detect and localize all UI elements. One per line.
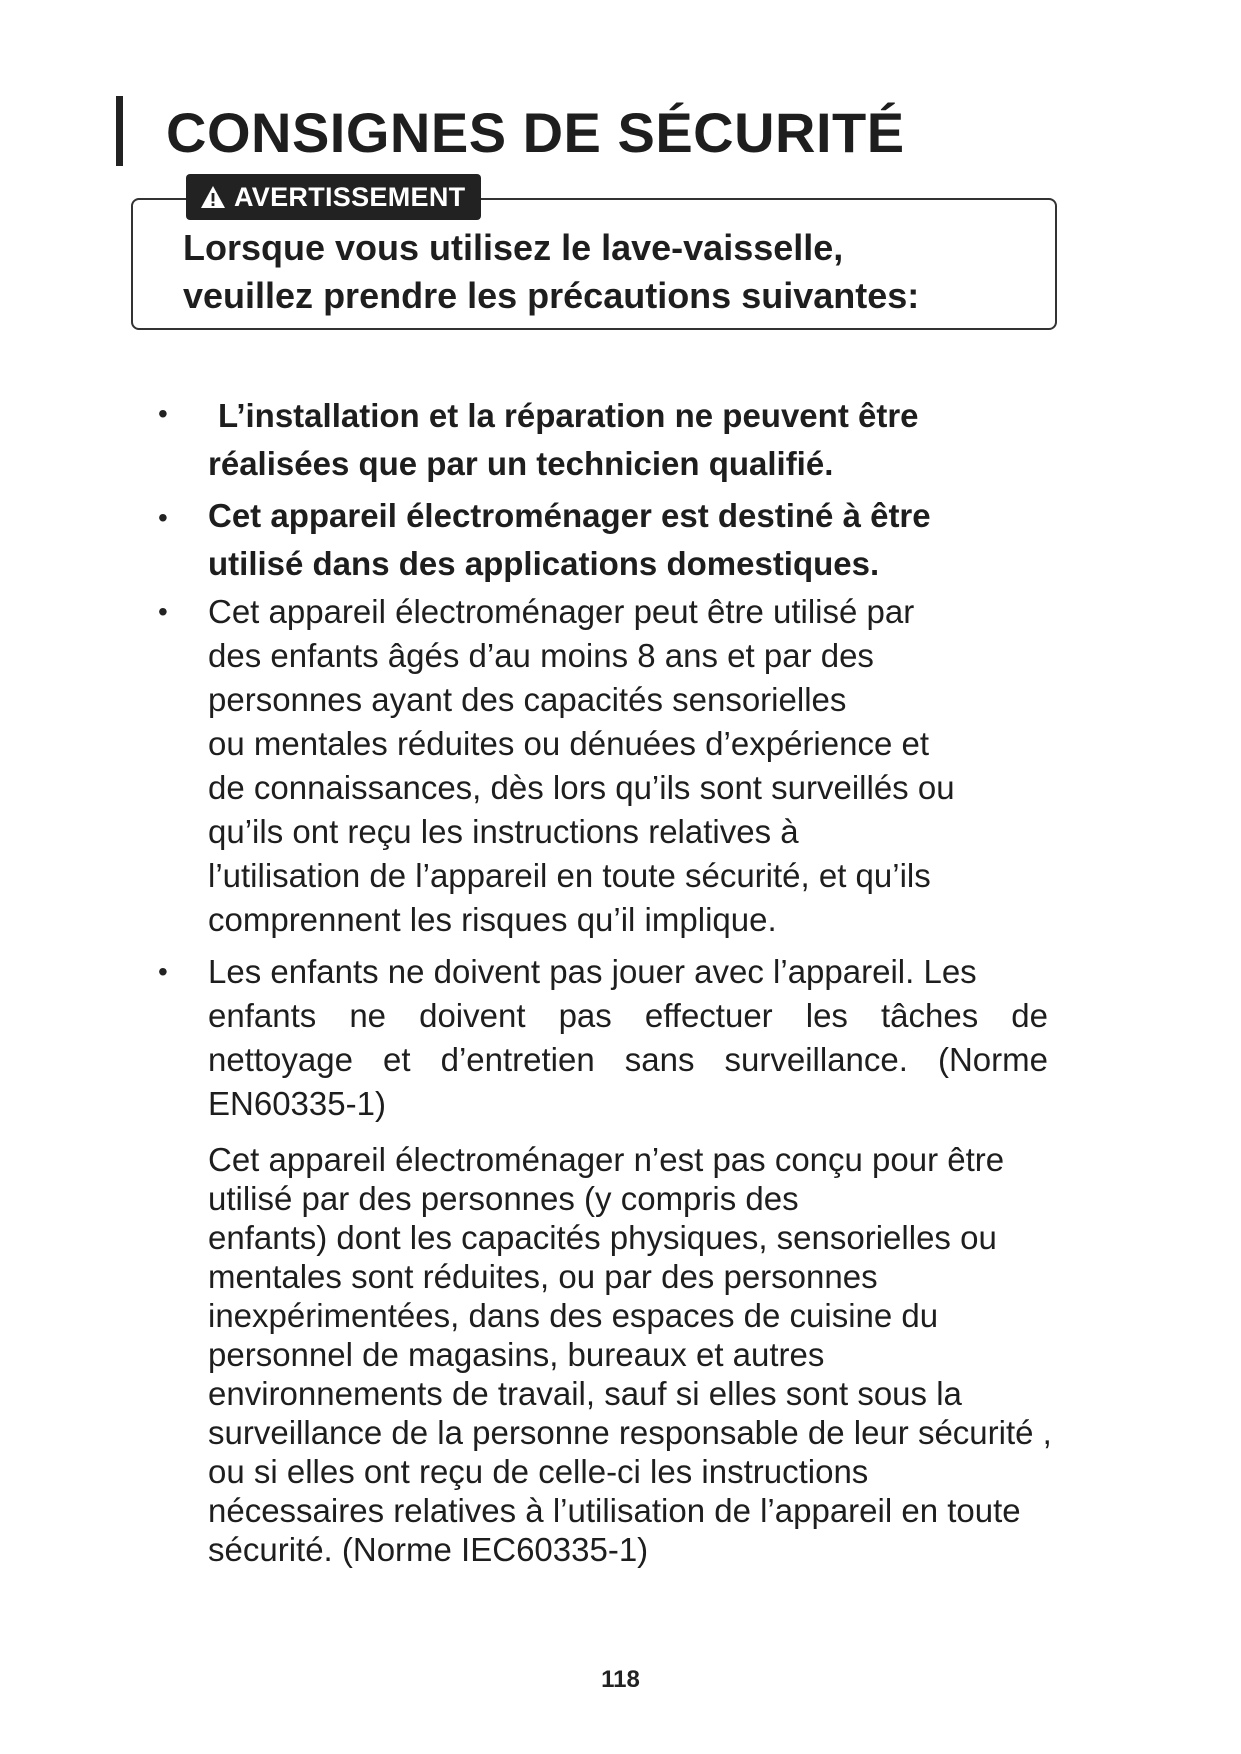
list-item-3-line-1: Cet appareil électroménager peut être utilisé par xyxy=(208,593,915,630)
list-item-2 xyxy=(208,492,931,588)
list-item-4-line-3: nettoyage et d’entretien sans surveillance. (Norme xyxy=(208,1041,1048,1078)
page-number: 118 xyxy=(601,1666,640,1693)
bullet-2: • xyxy=(158,502,168,533)
bullet-1: • xyxy=(158,398,168,429)
list-item-4 xyxy=(208,950,1048,1126)
list-item-3-line-8: comprennent les risques qu’il implique. xyxy=(208,901,777,938)
paragraph-line-9: ou si elles ont reçu de celle-ci les instructions xyxy=(208,1453,869,1490)
warning-label-text: AVERTISSEMENT xyxy=(234,181,466,212)
list-item-3-line-6: qu’ils ont reçu les instructions relatives à xyxy=(208,813,799,850)
list-item-3-line-5: de connaissances, dès lors qu’ils sont surveillés ou xyxy=(208,769,955,806)
warning-label xyxy=(186,174,481,220)
paragraph-line-6: personnel de magasins, bureaux et autres xyxy=(208,1336,825,1373)
paragraph-line-1: Cet appareil électroménager n’est pas conçu pour être xyxy=(208,1141,1005,1178)
list-item-3-line-4: ou mentales réduites ou dénuées d’expérience et xyxy=(208,725,929,762)
paragraph-line-7: environnements de travail, sauf si elles sont sous la xyxy=(208,1375,962,1412)
list-item-2-line-1: Cet appareil électroménager est destiné à être xyxy=(208,497,931,534)
paragraph-line-10: nécessaires relatives à l’utilisation de l’appareil en toute xyxy=(208,1492,1021,1529)
paragraph-line-2: utilisé par des personnes (y compris des xyxy=(208,1180,799,1217)
list-item-1 xyxy=(208,392,919,488)
title-accent-bar xyxy=(116,96,123,166)
list-item-4-line-1: Les enfants ne doivent pas jouer avec l’appareil. Les xyxy=(208,953,977,990)
bullet-4: • xyxy=(158,956,168,987)
list-item-3-line-7: l’utilisation de l’appareil en toute sécurité, et qu’ils xyxy=(208,857,931,894)
warning-triangle-icon xyxy=(200,185,226,209)
paragraph-line-5: inexpérimentées, dans des espaces de cuisine du xyxy=(208,1297,939,1334)
warning-line-2: veuillez prendre les précautions suivantes: xyxy=(183,275,920,316)
list-item-4-line-2: enfants ne doivent pas effectuer les tâches de xyxy=(208,997,1048,1034)
paragraph-line-8: surveillance de la personne responsable de leur sécurité , xyxy=(208,1414,1052,1451)
list-item-3 xyxy=(208,590,955,942)
paragraph-line-11: sécurité. (Norme IEC60335-1) xyxy=(208,1531,649,1568)
list-item-3-line-2: des enfants âgés d’au moins 8 ans et par des xyxy=(208,637,874,674)
list-item-3-line-3: personnes ayant des capacités sensorielles xyxy=(208,681,847,718)
warning-line-1: Lorsque vous utilisez le lave-vaisselle, xyxy=(183,227,844,268)
list-item-4-line-4: EN60335-1) xyxy=(208,1085,386,1122)
paragraph-line-3: enfants) dont les capacités physiques, sensorielles ou xyxy=(208,1219,997,1256)
list-item-1-line-2: réalisées que par un technicien qualifié. xyxy=(208,445,834,482)
list-item-1-line-1: L’installation et la réparation ne peuvent être xyxy=(218,397,919,434)
list-item-2-line-2: utilisé dans des applications domestiques. xyxy=(208,545,880,582)
bullet-3: • xyxy=(158,596,168,627)
paragraph-usage-restriction xyxy=(208,1140,1052,1569)
warning-text xyxy=(183,224,1043,320)
page-title: CONSIGNES DE SÉCURITÉ xyxy=(166,101,905,164)
paragraph-line-4: mentales sont réduites, ou par des personnes xyxy=(208,1258,878,1295)
